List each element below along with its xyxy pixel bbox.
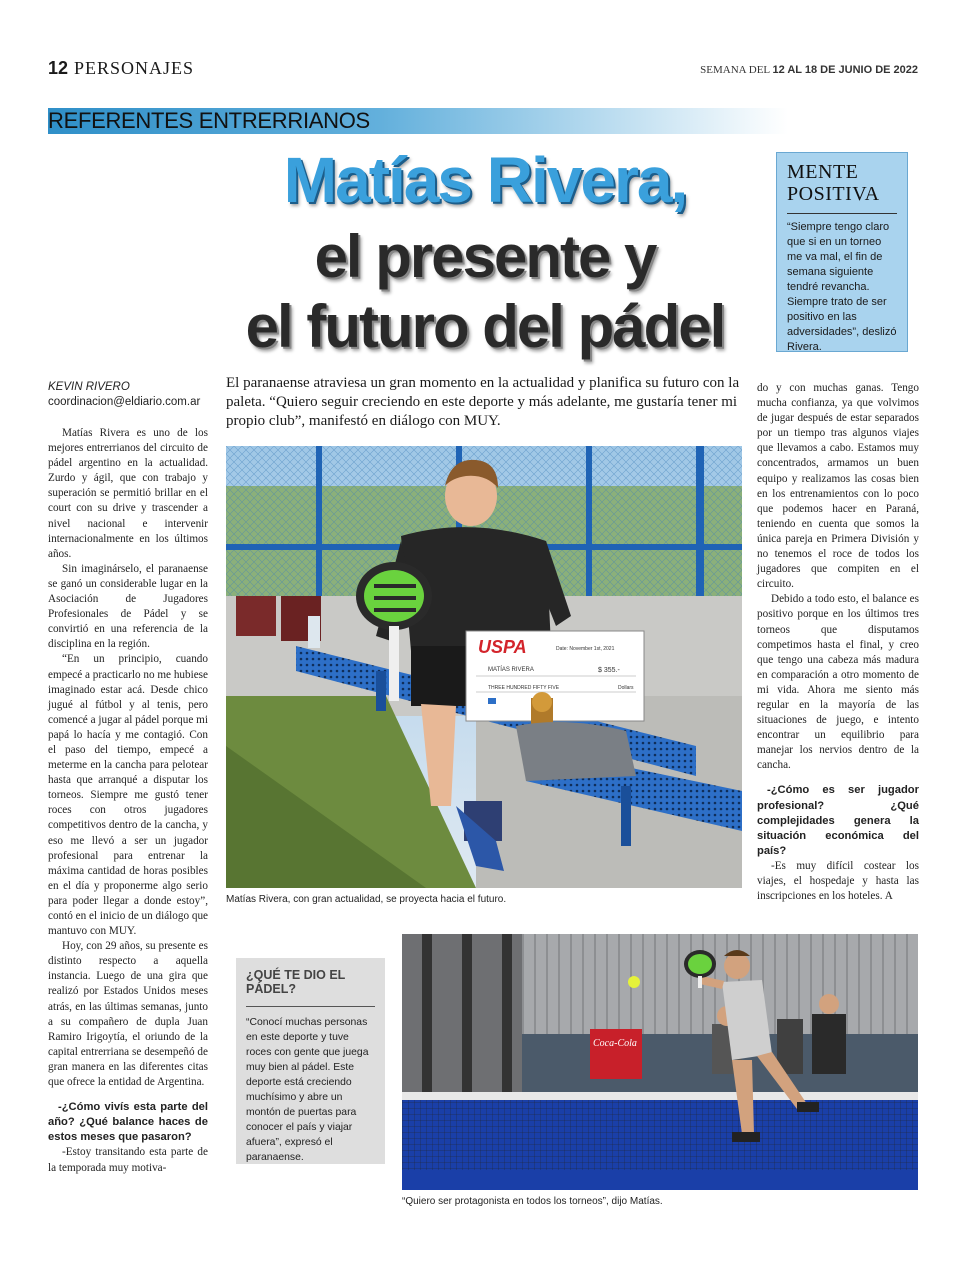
issue-date — [700, 64, 918, 76]
page-number: 12 — [48, 58, 69, 78]
paragraph: Hoy, con 29 años, su presente es distinto respecto a aquella instancia. Luego de una gira que realizó por Estados Unidos meses atrás, en las últimas semanas, junto a su compañero de dupla Juan Ramiro Irigoytía, el oriundo de la capital entrerriana se desempeñó de gran manera en las diferentes citas que ofrece la entidad de Argentina. — [48, 940, 208, 1089]
divider — [787, 213, 897, 214]
interview-question: -¿Cómo vivís esta parte del año? ¿Qué balance haces de estos meses que pasaron? — [48, 1101, 208, 1144]
headline-line-2: el presente y — [314, 223, 656, 290]
sidebar-mente-positiva — [776, 152, 908, 352]
issue-date-range: 12 AL 18 DE JUNIO DE 2022 — [772, 64, 918, 76]
photo-caption-1: Matías Rivera, con gran actualidad, se proyecta hacia el futuro. — [226, 894, 507, 905]
check-amount: $ 355.- — [598, 667, 620, 674]
paragraph: Matías Rivera es uno de los mejores entrerrianos del circuito de pádel argentino en la actualidad. Zurdo y ágil, que con trabajo y superación se permitió brillar en el court con su drive y trascender a nivel nacional e intervenir internacionalmente en los últimos años. — [48, 427, 208, 560]
kicker: REFERENTES ENTRERRIANOS — [48, 108, 370, 133]
backpack — [516, 722, 636, 781]
water-bottle — [308, 616, 320, 648]
article-column-1 — [48, 426, 208, 1176]
divider — [246, 1006, 375, 1007]
photo-illustration — [226, 446, 742, 888]
prize-check — [466, 631, 644, 721]
check-name: MATÍAS RIVERA — [488, 667, 534, 673]
paragraph: -Es muy difícil costear los viajes, el hospedaje y hasta las inscripciones en los hoteles. A — [757, 859, 919, 903]
article-deck: El paranaense atraviesa un gran momento en la actualidad y planifica su futuro con la paleta. “Quiero seguir creciendo en este deporte y más adelante, me gustaría tener mi propio club”, manifestó en diálogo con MUY. — [226, 375, 740, 429]
author-email: coordinacion@eldiario.com.ar — [48, 396, 201, 408]
sidebar-title: MENTE POSITIVA — [787, 161, 880, 205]
photo-caption-2: “Quiero ser protagonista en todos los torneos”, dijo Matías. — [402, 1196, 663, 1207]
photo-illustration — [402, 934, 918, 1190]
photo-player-with-check — [226, 446, 742, 888]
headline-line-3: el futuro del pádel — [245, 293, 725, 360]
check-currency: Dollars — [618, 685, 634, 691]
sign-text: Coca-Cola — [593, 1038, 637, 1049]
check-words: THREE HUNDRED FIFTY FIVE — [488, 685, 560, 691]
sidebar-title: ¿QUÉ TE DIO EL PÁDEL? — [246, 968, 346, 996]
paragraph: do y con muchas ganas. Tengo mucha confianza, ya que volvimos de jugar después de estar separados por un tiempo tras algunos viajes que llevamos a cabo. Estamos muy concentrados, armamos un buen equipo y realizamos las cosas bien en los entrenamientos con lo poco que podemos hacer en Paraná, teniendo en cuenta que somos la única pareja en Primera División y no tenemos el roce de todos los jugadores que compiten en el circuito. — [757, 382, 919, 591]
paragraph: -Estoy transitando esta parte de la temporada muy motiva- — [48, 1146, 208, 1174]
sidebar-text: “Siempre tengo claro que si en un torneo me va mal, el fin de semana siguiente tendré revancha. Siempre trato de ser positivo en las adversidades”, deslizó Rivera. — [787, 221, 897, 353]
author-name: KEVIN RIVERO — [48, 381, 130, 393]
paragraph: Sin imaginárselo, el paranaense se ganó un considerable lugar en la Asociación de Jugadores Profesionales de Pádel y se convirtió en una referencia de la disciplina en la región. — [48, 562, 208, 651]
sidebar-que-te-dio-el-padel — [236, 958, 385, 1164]
check-date: Date: November 1st, 2021 — [556, 646, 615, 652]
sidebar-text: “Conocí muchas personas en este deporte y tuve roces con gente que juega muy bien al pádel. Este deporte está creciendo muchísimo y abre un montón de puertas para conocer el país y viajar afuera”, expresó el paranaense. — [246, 1017, 369, 1163]
photo-player-in-action — [402, 934, 918, 1190]
ball — [628, 976, 640, 988]
headline-line-1: Matías Rivera, — [283, 144, 687, 216]
issue-date-prefix: SEMANA DEL — [700, 64, 773, 76]
coca-cola-sign — [590, 1029, 642, 1079]
check-brand: USPA — [478, 637, 527, 657]
section-name: PERSONAJES — [74, 58, 195, 78]
article-column-3 — [757, 381, 919, 904]
paragraph: “En un principio, cuando empecé a practicarlo no me hubiese imaginado estar acá. Desde chico jugué al fútbol y al tenis, pero comencé a jugar al pádel porque mi papá lo hacía y me contagió. Con el paso del tiempo, empecé a meterme en la cancha para pelotear hasta que arranqué a disputar los torneos. Siempre me gustó tener roces con otros jugadores competitivos dentro de la cancha, y eso me llevó a ser un jugador profesional para entrenar la máxima cantidad de horas posibles en el día y proponerme algo serio para poder llegar a donde estoy”, contó en el inicio de un diálogo que mantuvo con MUY. — [48, 653, 209, 938]
paragraph: Debido a todo esto, el balance es positivo porque en los últimos tres torneos que disputamos competimos hasta el final, y creo que tengo una cabeza más madura en comparación a otro momento de mi vida. Ahora me siento más regular en la mayoría de las situaciones de juego, e intento encontrar un equilibrio para manejar los nervios dentro de la cancha. — [757, 593, 919, 772]
interview-question: -¿Cómo es ser jugador profesional? ¿Qué complejidades genera la situación económica del país? — [757, 784, 919, 857]
